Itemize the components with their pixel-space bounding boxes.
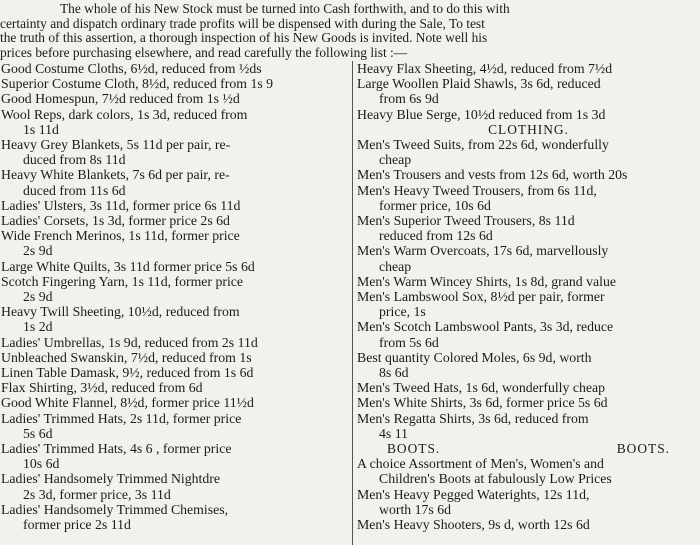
item-line: Ladies' Ulsters, 3s 11d, former price 6s 11d bbox=[1, 197, 241, 213]
item-continuation: 5s 6d bbox=[23, 425, 53, 441]
price-list-item bbox=[1, 471, 351, 501]
price-list-item bbox=[357, 517, 700, 532]
item-line: Ladies' Trimmed Hats, 2s 11d, former price bbox=[1, 410, 242, 426]
item-line: Wool Reps, dark colors, 1s 3d, reduced from bbox=[1, 106, 248, 122]
item-line: Ladies' Trimmed Hats, 4s 6 , former price bbox=[1, 441, 232, 457]
item-continuation: cheap bbox=[379, 152, 412, 168]
item-line: Men's Warm Overcoats, 17s 6d, marvellously bbox=[357, 243, 609, 259]
section-heading-part: BOOTS. bbox=[387, 441, 441, 457]
price-list-item bbox=[357, 289, 700, 319]
item-continuation: from 6s 9d bbox=[379, 91, 439, 107]
price-list-item bbox=[1, 441, 351, 471]
intro-line: the truth of this assertion, a thorough inspection of his New Goods is invited. Note well his bbox=[0, 31, 488, 46]
item-line: Good Costume Cloths, 6½d, reduced from ½ds bbox=[1, 61, 262, 76]
item-line: Flax Shirting, 3½d, reduced from 6d bbox=[1, 380, 203, 396]
price-list-item bbox=[1, 259, 351, 274]
price-list-item bbox=[357, 380, 700, 395]
item-line: A choice Assortment of Men's, Women's and bbox=[357, 456, 604, 472]
price-list-item bbox=[1, 137, 351, 167]
price-list-item bbox=[357, 61, 700, 76]
item-continuation: 10s 6d bbox=[23, 456, 60, 472]
item-continuation: 8s 6d bbox=[379, 365, 409, 381]
item-continuation: 2s 9d bbox=[23, 289, 53, 305]
intro-line: certainty and dispatch ordinary trade profits will be dispensed with during the Sale, To test bbox=[0, 16, 485, 31]
item-line: Men's Tweed Hats, 1s 6d, wonderfully cheap bbox=[357, 380, 606, 396]
item-line: Heavy Twill Sheeting, 10½d, reduced from bbox=[1, 304, 240, 320]
price-list-item bbox=[1, 380, 351, 395]
item-line: Large White Quilts, 3s 11d former price 5s 6d bbox=[1, 258, 255, 274]
item-continuation: price, 1s bbox=[379, 304, 426, 320]
price-list-item bbox=[357, 76, 700, 106]
item-continuation: 2s 9d bbox=[23, 243, 53, 259]
item-line: Men's Heavy Shooters, 9s d, worth 12s 6d bbox=[357, 517, 590, 533]
price-list-item bbox=[357, 274, 700, 289]
section-heading: CLOTHING. bbox=[488, 121, 569, 137]
price-list-item bbox=[1, 213, 351, 228]
item-line: Ladies' Corsets, 1s 3d, former price 2s 6d bbox=[1, 213, 230, 229]
price-list-item bbox=[1, 61, 351, 76]
price-list-item bbox=[357, 456, 700, 486]
price-list-item bbox=[357, 487, 700, 517]
item-continuation: 4s 11 bbox=[379, 425, 409, 441]
intro-line: prices before purchasing elsewhere, and read carefully the following list :— bbox=[0, 45, 408, 60]
price-list-item bbox=[1, 91, 351, 106]
item-continuation: worth 17s 6d bbox=[379, 501, 452, 517]
item-line: Linen Table Damask, 9½, reduced from 1s 6d bbox=[1, 365, 254, 381]
price-list-item bbox=[357, 395, 700, 410]
price-list-item bbox=[1, 228, 351, 258]
price-list-item bbox=[357, 319, 700, 349]
item-continuation: former price, 10s 6d bbox=[379, 197, 491, 213]
item-line: Heavy White Blankets, 7s 6d per pair, re- bbox=[1, 167, 230, 183]
item-continuation: 2s 3d, former price, 3s 11d bbox=[23, 486, 171, 502]
price-list-item bbox=[357, 167, 700, 182]
item-line: Men's Heavy Pegged Waterights, 12s 11d, bbox=[357, 486, 590, 502]
item-continuation: from 5s 6d bbox=[379, 334, 439, 350]
item-line: Unbleached Swanskin, 7½d, reduced from 1s bbox=[1, 349, 252, 365]
price-list-item bbox=[1, 76, 351, 91]
price-list-item bbox=[1, 274, 351, 304]
intro-paragraph bbox=[0, 2, 700, 60]
price-list-item bbox=[1, 502, 351, 532]
price-list-item bbox=[357, 243, 700, 273]
item-line: Ladies' Handsomely Trimmed Chemises, bbox=[1, 501, 229, 517]
price-list-item bbox=[357, 107, 700, 122]
item-line: Men's Tweed Suits, from 22s 6d, wonderfully bbox=[357, 137, 609, 153]
item-line: Ladies' Handsomely Trimmed Nightdre bbox=[1, 471, 220, 487]
price-list-item bbox=[1, 350, 351, 365]
item-line: Superior Costume Cloth, 8½d, reduced from 1s 9 bbox=[1, 76, 274, 92]
item-line: Heavy Grey Blankets, 5s 11d per pair, re- bbox=[1, 137, 231, 153]
price-list-item bbox=[357, 183, 700, 213]
item-line: Men's Trousers and vests from 12s 6d, worth 20s bbox=[357, 167, 628, 183]
item-line: Scotch Fingering Yarn, 1s 11d, former price bbox=[1, 273, 244, 289]
item-line: Heavy Flax Sheeting, 4½d, reduced from 7½d bbox=[357, 61, 613, 76]
price-list-item bbox=[1, 365, 351, 380]
price-list-item bbox=[357, 137, 700, 167]
price-list-item bbox=[357, 213, 700, 243]
item-continuation: Children's Boots at fabulously Low Prices bbox=[379, 471, 612, 487]
item-line: Large Woollen Plaid Shawls, 3s 6d, reduced bbox=[357, 76, 601, 92]
item-line: Best quantity Colored Moles, 6s 9d, worth bbox=[357, 349, 592, 365]
item-line: Men's Superior Tweed Trousers, 8s 11d bbox=[357, 213, 575, 229]
item-continuation: cheap bbox=[379, 258, 412, 274]
item-line: Ladies' Umbrellas, 1s 9d, reduced from 2s 11d bbox=[1, 334, 258, 350]
price-list-item bbox=[1, 411, 351, 441]
item-continuation: reduced from 12s 6d bbox=[379, 228, 493, 244]
left-price-column bbox=[1, 61, 351, 545]
item-line: Men's Heavy Tweed Trousers, from 6s 11d, bbox=[357, 182, 597, 198]
price-list-item bbox=[1, 167, 351, 197]
item-line: Men's Warm Wincey Shirts, 1s 8d, grand value bbox=[357, 273, 616, 289]
price-list-item bbox=[1, 198, 351, 213]
item-line: Men's White Shirts, 3s 6d, former price 5s 6d bbox=[357, 395, 608, 411]
price-list-item bbox=[1, 335, 351, 350]
item-continuation: duced from 11s 6d bbox=[23, 182, 126, 198]
price-list-item bbox=[1, 107, 351, 137]
intro-line: The whole of his New Stock must be turned into Cash forthwith, and to do this with bbox=[60, 2, 510, 16]
price-list-item bbox=[1, 304, 351, 334]
item-continuation: 1s 2d bbox=[23, 319, 53, 335]
item-line: Good Homespun, 7½d reduced from 1s ½d bbox=[1, 91, 240, 107]
price-list-item bbox=[1, 395, 351, 410]
item-line: Heavy Blue Serge, 10½d reduced from 1s 3d bbox=[357, 106, 606, 122]
item-line: Good White Flannel, 8½d, former price 11½d bbox=[1, 395, 254, 411]
section-heading-part: BOOTS. bbox=[616, 441, 670, 457]
item-continuation: former price 2s 11d bbox=[23, 517, 131, 533]
item-continuation: duced from 8s 11d bbox=[23, 152, 126, 168]
item-line: Wide French Merinos, 1s 11d, former price bbox=[1, 228, 240, 244]
item-line: Men's Scotch Lambswool Pants, 3s 3d, reduce bbox=[357, 319, 614, 335]
price-list-item bbox=[357, 350, 700, 380]
right-price-column bbox=[357, 61, 700, 545]
section-heading bbox=[357, 441, 700, 456]
item-line: Men's Regatta Shirts, 3s 6d, reduced from bbox=[357, 410, 589, 426]
price-list-item bbox=[357, 411, 700, 441]
column-divider bbox=[352, 61, 353, 545]
item-continuation: 1s 11d bbox=[23, 121, 59, 137]
item-line: Men's Lambswool Sox, 8½d per pair, former bbox=[357, 289, 605, 305]
